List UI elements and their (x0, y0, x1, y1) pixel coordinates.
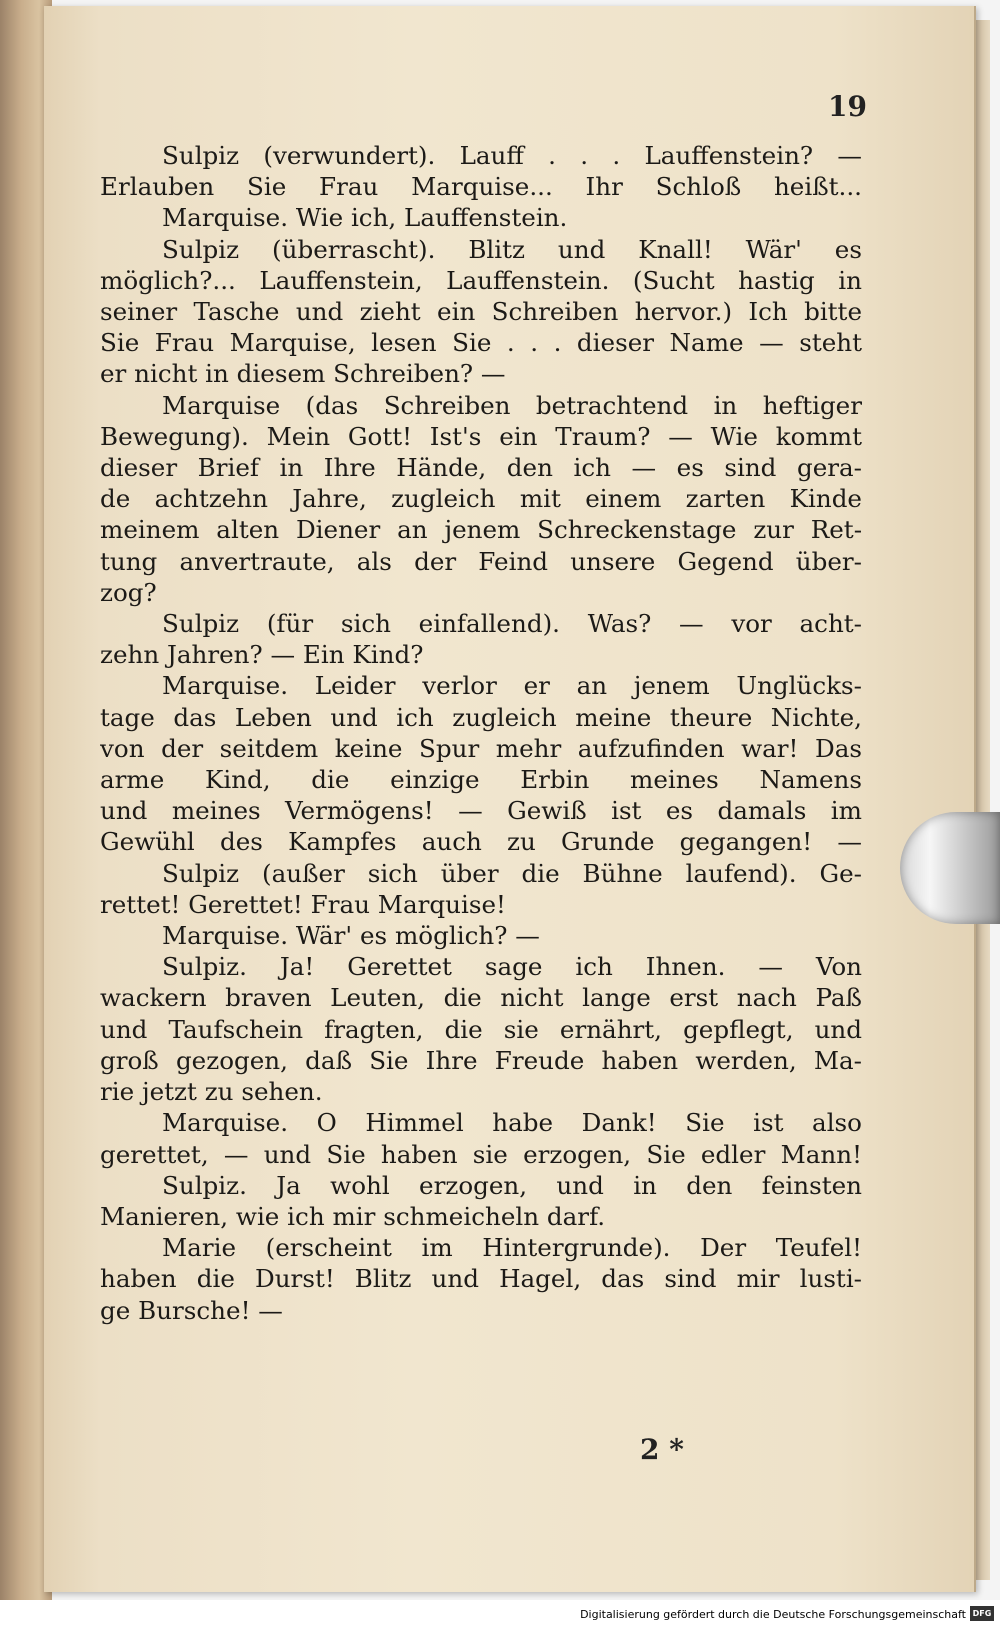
text-line: tage das Leben und ich zugleich meine theure Nichte, (100, 702, 862, 732)
text-line: wackern braven Leuten, die nicht lange erst nach Paß (100, 983, 862, 1013)
text-line: meinem alten Diener an jenem Schreckenstage zur Ret- (100, 515, 862, 545)
text-line: Bewegung). Mein Gott! Ist's ein Traum? — Wie kommt (100, 421, 862, 451)
text-line: Erlauben Sie Frau Marquise... Ihr Schloß heißt... (100, 172, 862, 202)
text-line: Sulpiz (außer sich über die Bühne laufend). Ge- (162, 858, 862, 888)
text-line: Marquise (das Schreiben betrachtend in heftiger (162, 390, 862, 420)
text-line: groß gezogen, daß Sie Ihre Freude haben werden, Ma- (100, 1045, 862, 1075)
text-line: Marie (erscheint im Hintergrunde). Der Teufel! (162, 1233, 862, 1263)
text-line: er nicht in diesem Schreiben? — (100, 359, 506, 389)
text-line: Marquise. Wär' es möglich? — (162, 921, 540, 951)
text-line: Marquise. Leider verlor er an jenem Unglücks- (162, 671, 862, 701)
text-line: möglich?... Lauffenstein, Lauffenstein. (Sucht hastig in (100, 265, 862, 295)
text-line: und Taufschein fragten, die sie ernährt, gepflegt, und (100, 1014, 862, 1044)
text-line: rettet! Gerettet! Frau Marquise! (100, 889, 506, 919)
text-line: haben die Durst! Blitz und Hagel, das sind mir lusti- (100, 1264, 862, 1294)
page-number: 19 (828, 90, 867, 123)
text-line: Sulpiz. Ja wohl erzogen, und in den feinsten (162, 1170, 862, 1200)
text-line: und meines Vermögens! — Gewiß ist es damals im (100, 796, 862, 826)
text-line: zehn Jahren? — Ein Kind? (100, 640, 424, 670)
text-line: rie jetzt zu sehen. (100, 1077, 323, 1107)
text-line: Manieren, wie ich mir schmeicheln darf. (100, 1201, 606, 1231)
text-line: seiner Tasche und zieht ein Schreiben hervor.) Ich bitte (100, 297, 862, 327)
text-line: Sulpiz (für sich einfallend). Was? — vor acht- (162, 609, 862, 639)
text-line: Marquise. O Himmel habe Dank! Sie ist also (162, 1108, 862, 1138)
text-line: Sulpiz (verwundert). Lauff . . . Lauffenstein? — (162, 141, 862, 170)
text-line: arme Kind, die einzige Erbin meines Namens (100, 765, 862, 795)
text-line: Gewühl des Kampfes auch zu Grunde gegangen! — (100, 827, 862, 857)
text-line: Marquise. Wie ich, Lauffenstein. (162, 203, 568, 233)
footer-bar (0, 1600, 1000, 1629)
text-line: de achtzehn Jahre, zugleich mit einem zarten Kinde (100, 484, 862, 514)
footer-credit: Digitalisierung gefördert durch die Deutsche Forschungsgemeinschaft (580, 1608, 966, 1621)
page-clip (900, 812, 1000, 924)
signature-mark: 2 * (640, 1433, 684, 1466)
text-line: gerettet, — und Sie haben sie erzogen, Sie edler Mann! (100, 1139, 862, 1169)
text-line: tung anvertraute, als der Feind unsere Gegend über- (100, 546, 862, 576)
text-line: Sie Frau Marquise, lesen Sie . . . dieser Name — steht (100, 328, 862, 358)
text-line: ge Bursche! — (100, 1295, 283, 1325)
text-line: Sulpiz (überrascht). Blitz und Knall! Wär' es (162, 234, 862, 264)
page-text (100, 140, 862, 1326)
text-line: zog? (100, 577, 157, 607)
text-line: von der seitdem keine Spur mehr aufzufinden war! Das (100, 733, 862, 763)
text-line: dieser Brief in Ihre Hände, den ich — es sind gera- (100, 453, 862, 483)
text-line: Sulpiz. Ja! Gerettet sage ich Ihnen. — Von (162, 952, 862, 982)
dfg-logo: DFG (970, 1606, 994, 1621)
